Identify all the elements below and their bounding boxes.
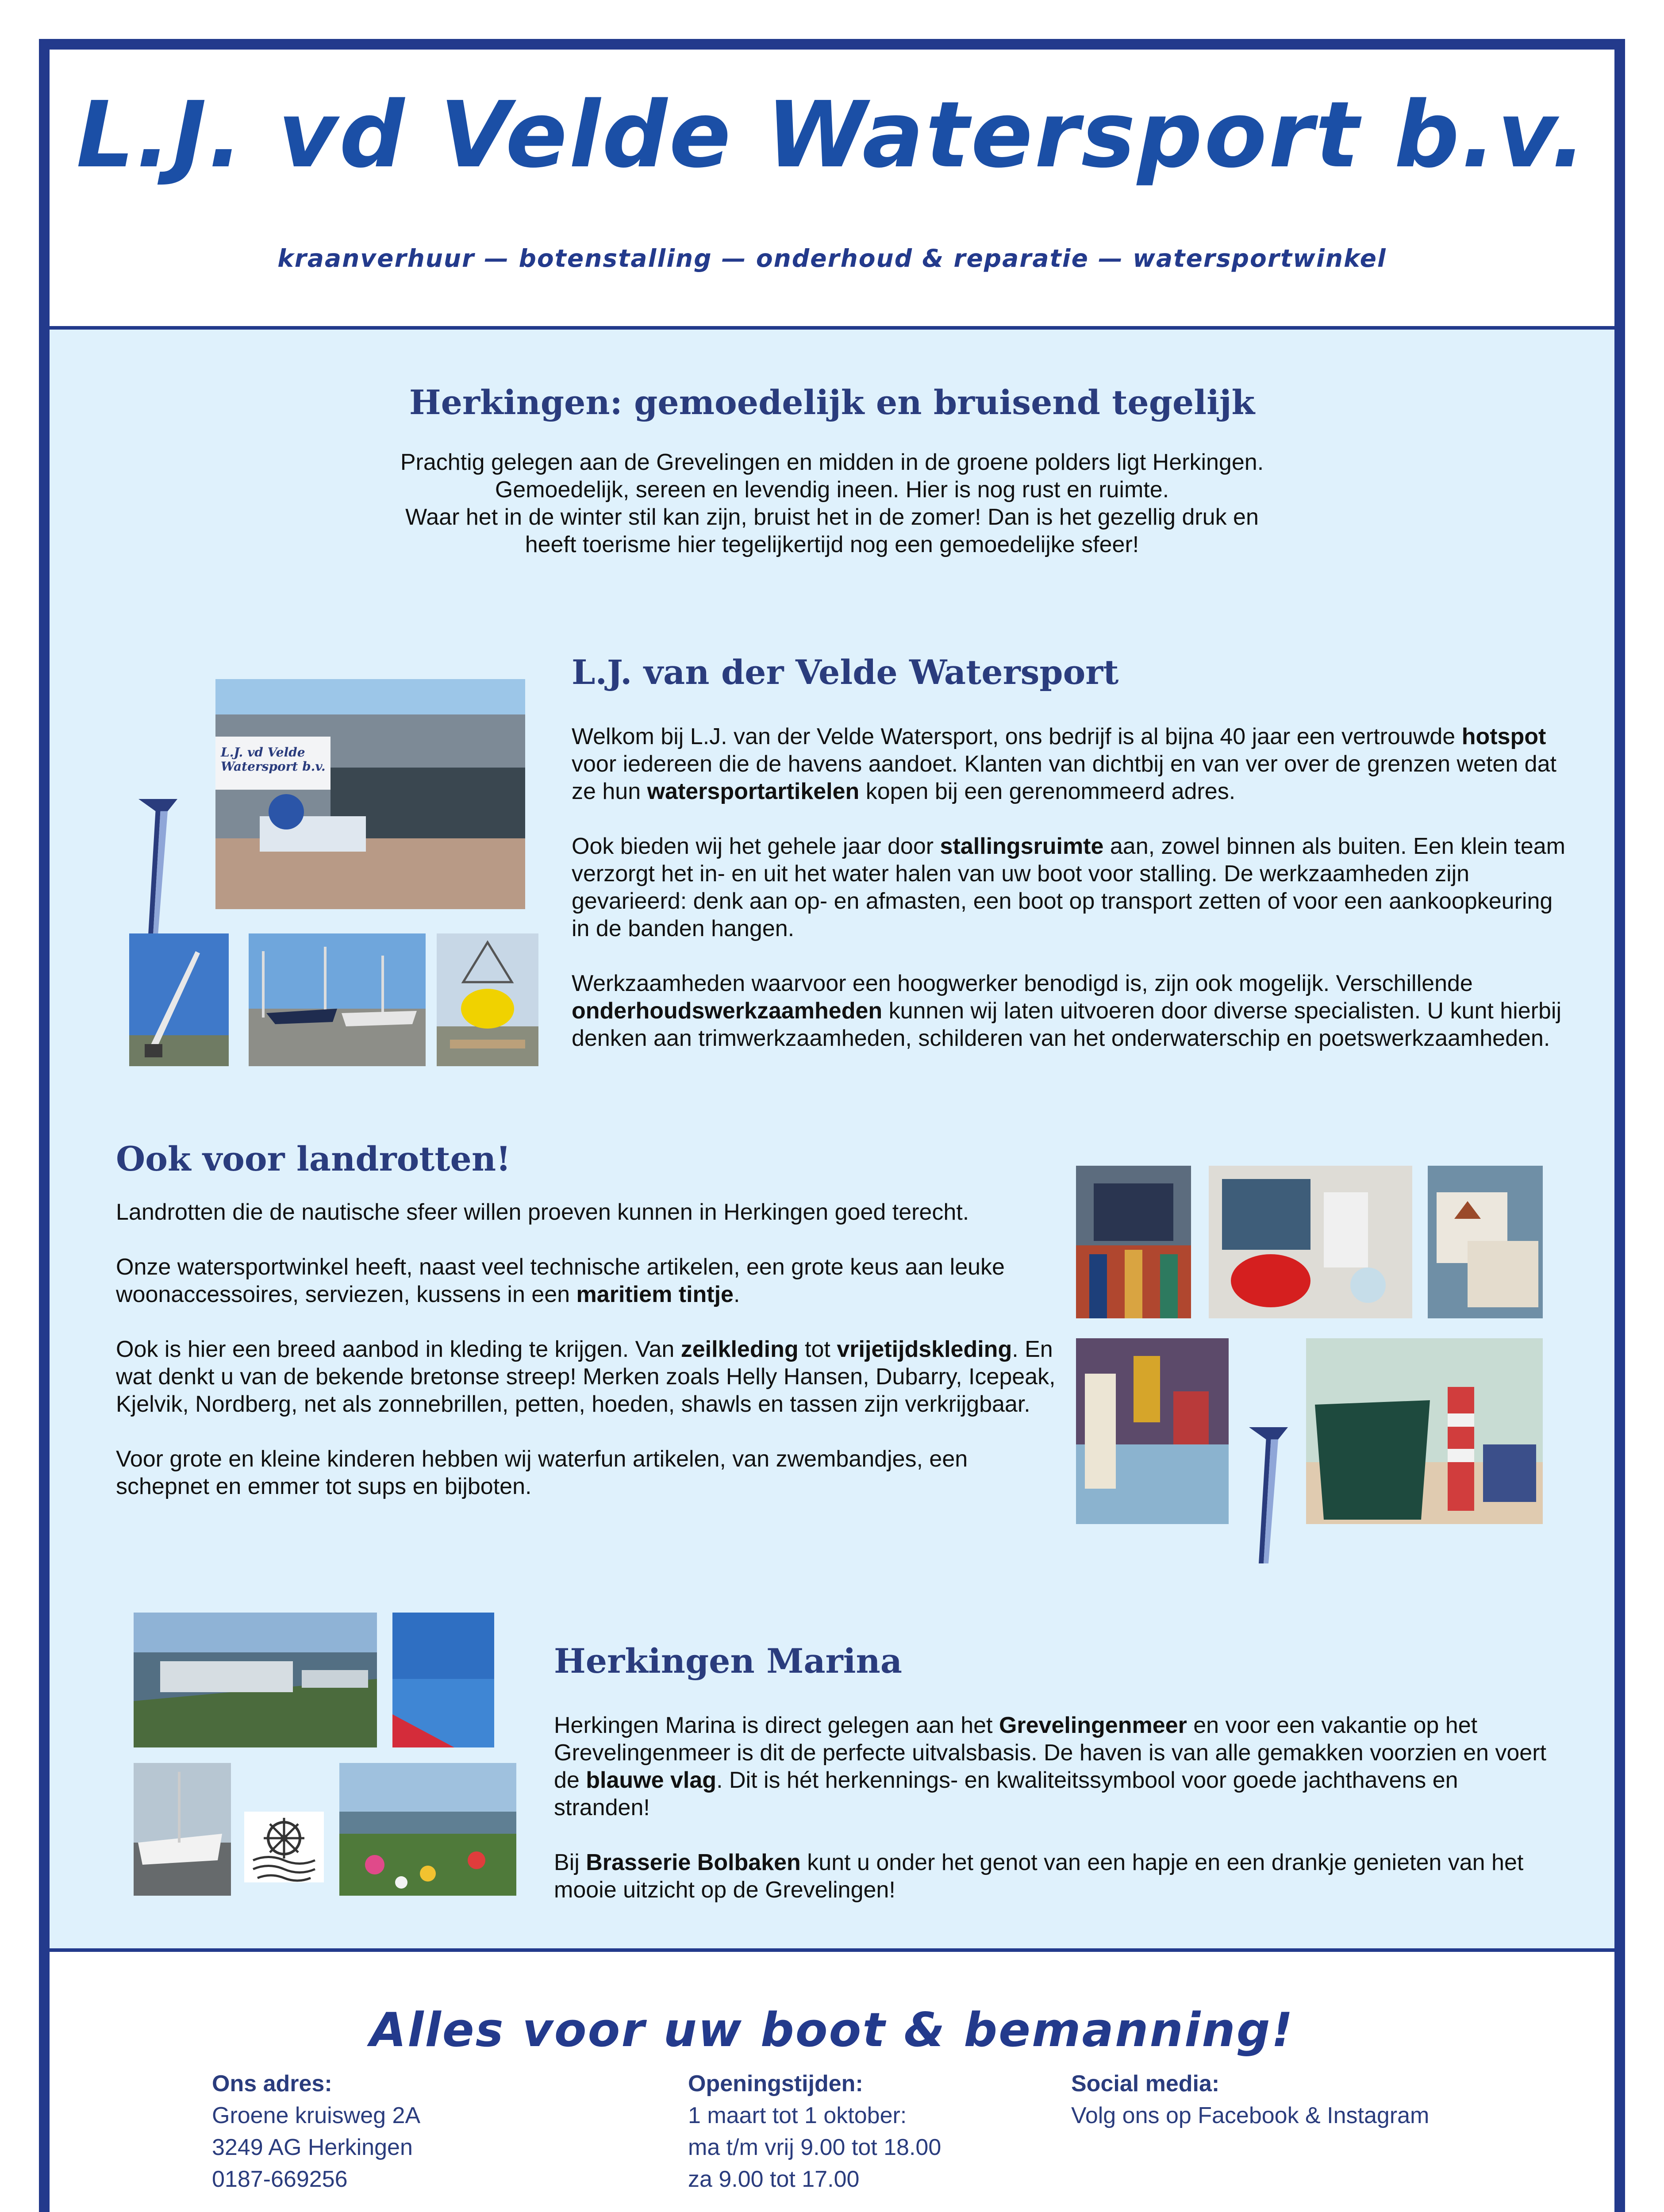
company-paragraph-1: Welkom bij L.J. van der Velde Watersport, ons bedrijf is al bijna 40 jaar een vertrouwde hotspot voor iedereen die de havens aandoet. Klanten van dichtbij en van ver over de grenzen weten dat ze hun watersportartikelen kopen bij een gerenommeerd adres.: [572, 724, 1556, 804]
cushions-photo: [1428, 1166, 1543, 1318]
address-column: [212, 2068, 537, 2212]
intro-line: Waar het in de winter stil kan zijn, bruist het in de zomer! Dan is het gezellig druk en: [405, 504, 1259, 530]
social-media-text[interactable]: Volg ons op Facebook & Instagram: [1071, 2103, 1430, 2128]
boatyard-photo: [134, 1763, 231, 1896]
slogan: Alles voor uw boot & bemanning!: [370, 2003, 1294, 2057]
lake-view-photo: [392, 1613, 494, 1747]
intro-line: heeft toerisme hier tegelijkertijd nog een gemoedelijke sfeer!: [525, 532, 1139, 557]
intro-line: Gemoedelijk, sereen en levendig ineen. Hier is nog rust en ruimte.: [495, 477, 1169, 503]
footer: [50, 1952, 1614, 2212]
phone-number[interactable]: 0187-669256: [212, 2166, 348, 2192]
intro-text: [50, 449, 1614, 558]
marina-aerial-photo: [134, 1613, 377, 1747]
landrotten-paragraph-3: Ook is hier een breed aanbod in kleding te krijgen. Van zeilkleding tot vrijetijdskleding. En wat denkt u van de bekende bretonse streep! Merken zoals Helly Hansen, Dubarry, Icepeak, Kjelvik, Nordberg, net als zonnebrillen, petten, hoeden, shawls en tassen zijn verkrijgbaar.: [116, 1336, 1056, 1417]
mast-flag-icon: [134, 794, 182, 940]
main-content: [50, 326, 1614, 1952]
landrotten-paragraph-2: Onze watersportwinkel heeft, naast veel technische artikelen, een grote keus aan leuke woonaccessoires, serviezen, kussens in een maritiem tintje.: [116, 1254, 1005, 1307]
company-title: L.J. van der Velde Watersport: [572, 653, 1119, 692]
tagline: kraanverhuur — botenstalling — onderhoud & reparatie — watersportwinkel: [277, 244, 1387, 273]
summer-weekday-hours: ma t/m vrij 9.00 tot 18.00: [688, 2135, 942, 2160]
intro-section: [50, 383, 1614, 558]
company-logo: L.J. vd Velde Watersport b.v.: [76, 82, 1588, 188]
shop-sign-text: L.J. vd Velde Watersport b.v.: [221, 745, 326, 774]
crane-photo: [129, 933, 229, 1066]
home-accessories-photo: [1076, 1338, 1229, 1524]
address-street: Groene kruisweg 2A: [212, 2103, 421, 2128]
marina-paragraph-1: Herkingen Marina is direct gelegen aan het Grevelingenmeer en voor een vakantie op het Grevelingenmeer is dit de perfecte uitvalsbasis. De haven is van alle gemakken voorzien en voert de blauwe vlag. Dit is hét herkennings- en kwaliteitssymbool voor goede jachthavens en stranden!: [554, 1713, 1546, 1820]
hours-label: Openingstijden:: [688, 2071, 863, 2097]
shop-front-photo: [215, 679, 525, 909]
harbour-flowers-photo: [339, 1763, 516, 1896]
address-label: Ons adres:: [212, 2071, 332, 2097]
intro-line: Prachtig gelegen aan de Grevelingen en midden in de groene polders ligt Herkingen.: [400, 449, 1264, 475]
bags-lighthouse-photo: [1306, 1338, 1543, 1524]
summer-saturday-hours: za 9.00 tot 17.00: [688, 2166, 860, 2192]
company-paragraph-2: Ook bieden wij het gehele jaar door stallingsruimte aan, zowel binnen als buiten. Een klein team verzorgt het in- en uit het water halen van uw boot voor stalling. De werkzaamheden zijn gevarieerd: denk aan op- en afmasten, een boot op transport zetten of voor een aankoopkeuring in de banden hangen.: [572, 833, 1565, 941]
landrotten-title: Ook voor landrotten!: [116, 1139, 511, 1179]
social-label: Social media:: [1071, 2071, 1220, 2097]
mast-flag-icon: [1244, 1422, 1293, 1568]
decor-lobster-photo: [1209, 1166, 1412, 1318]
company-section: [572, 653, 1567, 1052]
header: [50, 50, 1614, 326]
logo-wrap: [50, 82, 1614, 188]
address-city: 3249 AG Herkingen: [212, 2135, 413, 2160]
marina-title: Herkingen Marina: [554, 1641, 902, 1681]
boat-storage-photo: [249, 933, 426, 1066]
landrotten-section: [116, 1139, 1067, 1500]
hours-column: [688, 2068, 941, 2212]
clothing-rack-photo: [1076, 1166, 1191, 1318]
marina-section: [554, 1641, 1558, 1904]
company-paragraph-3: Werkzaamheden waarvoor een hoogwerker benodigd is, zijn ook mogelijk. Verschillende onderhoudswerkzaamheden kunnen wij laten uitvoeren door diverse specialisten. U kunt hierbij denken aan trimwerkzaamheden, schilderen van het onderwaterschip en poetswerkzaamheden.: [572, 971, 1561, 1051]
boat-lift-photo: [437, 933, 538, 1066]
social-column: [1071, 2068, 1429, 2131]
intro-title: Herkingen: gemoedelijk en bruisend tegelijk: [409, 383, 1255, 422]
flyer-frame: [39, 39, 1625, 2212]
marina-paragraph-2: Bij Brasserie Bolbaken kunt u onder het genot van een hapje en een drankje genieten van het mooie uitzicht op de Grevelingen!: [554, 1850, 1524, 1903]
landrotten-paragraph-4: Voor grote en kleine kinderen hebben wij waterfun artikelen, van zwembandjes, een schepnet en emmer tot sups en bijboten.: [116, 1446, 968, 1499]
landrotten-paragraph-1: Landrotten die de nautische sfeer willen proeven kunnen in Herkingen goed terecht.: [116, 1199, 969, 1225]
ship-wheel-waves-icon: [244, 1812, 324, 1882]
summer-period: 1 maart tot 1 oktober:: [688, 2103, 907, 2128]
